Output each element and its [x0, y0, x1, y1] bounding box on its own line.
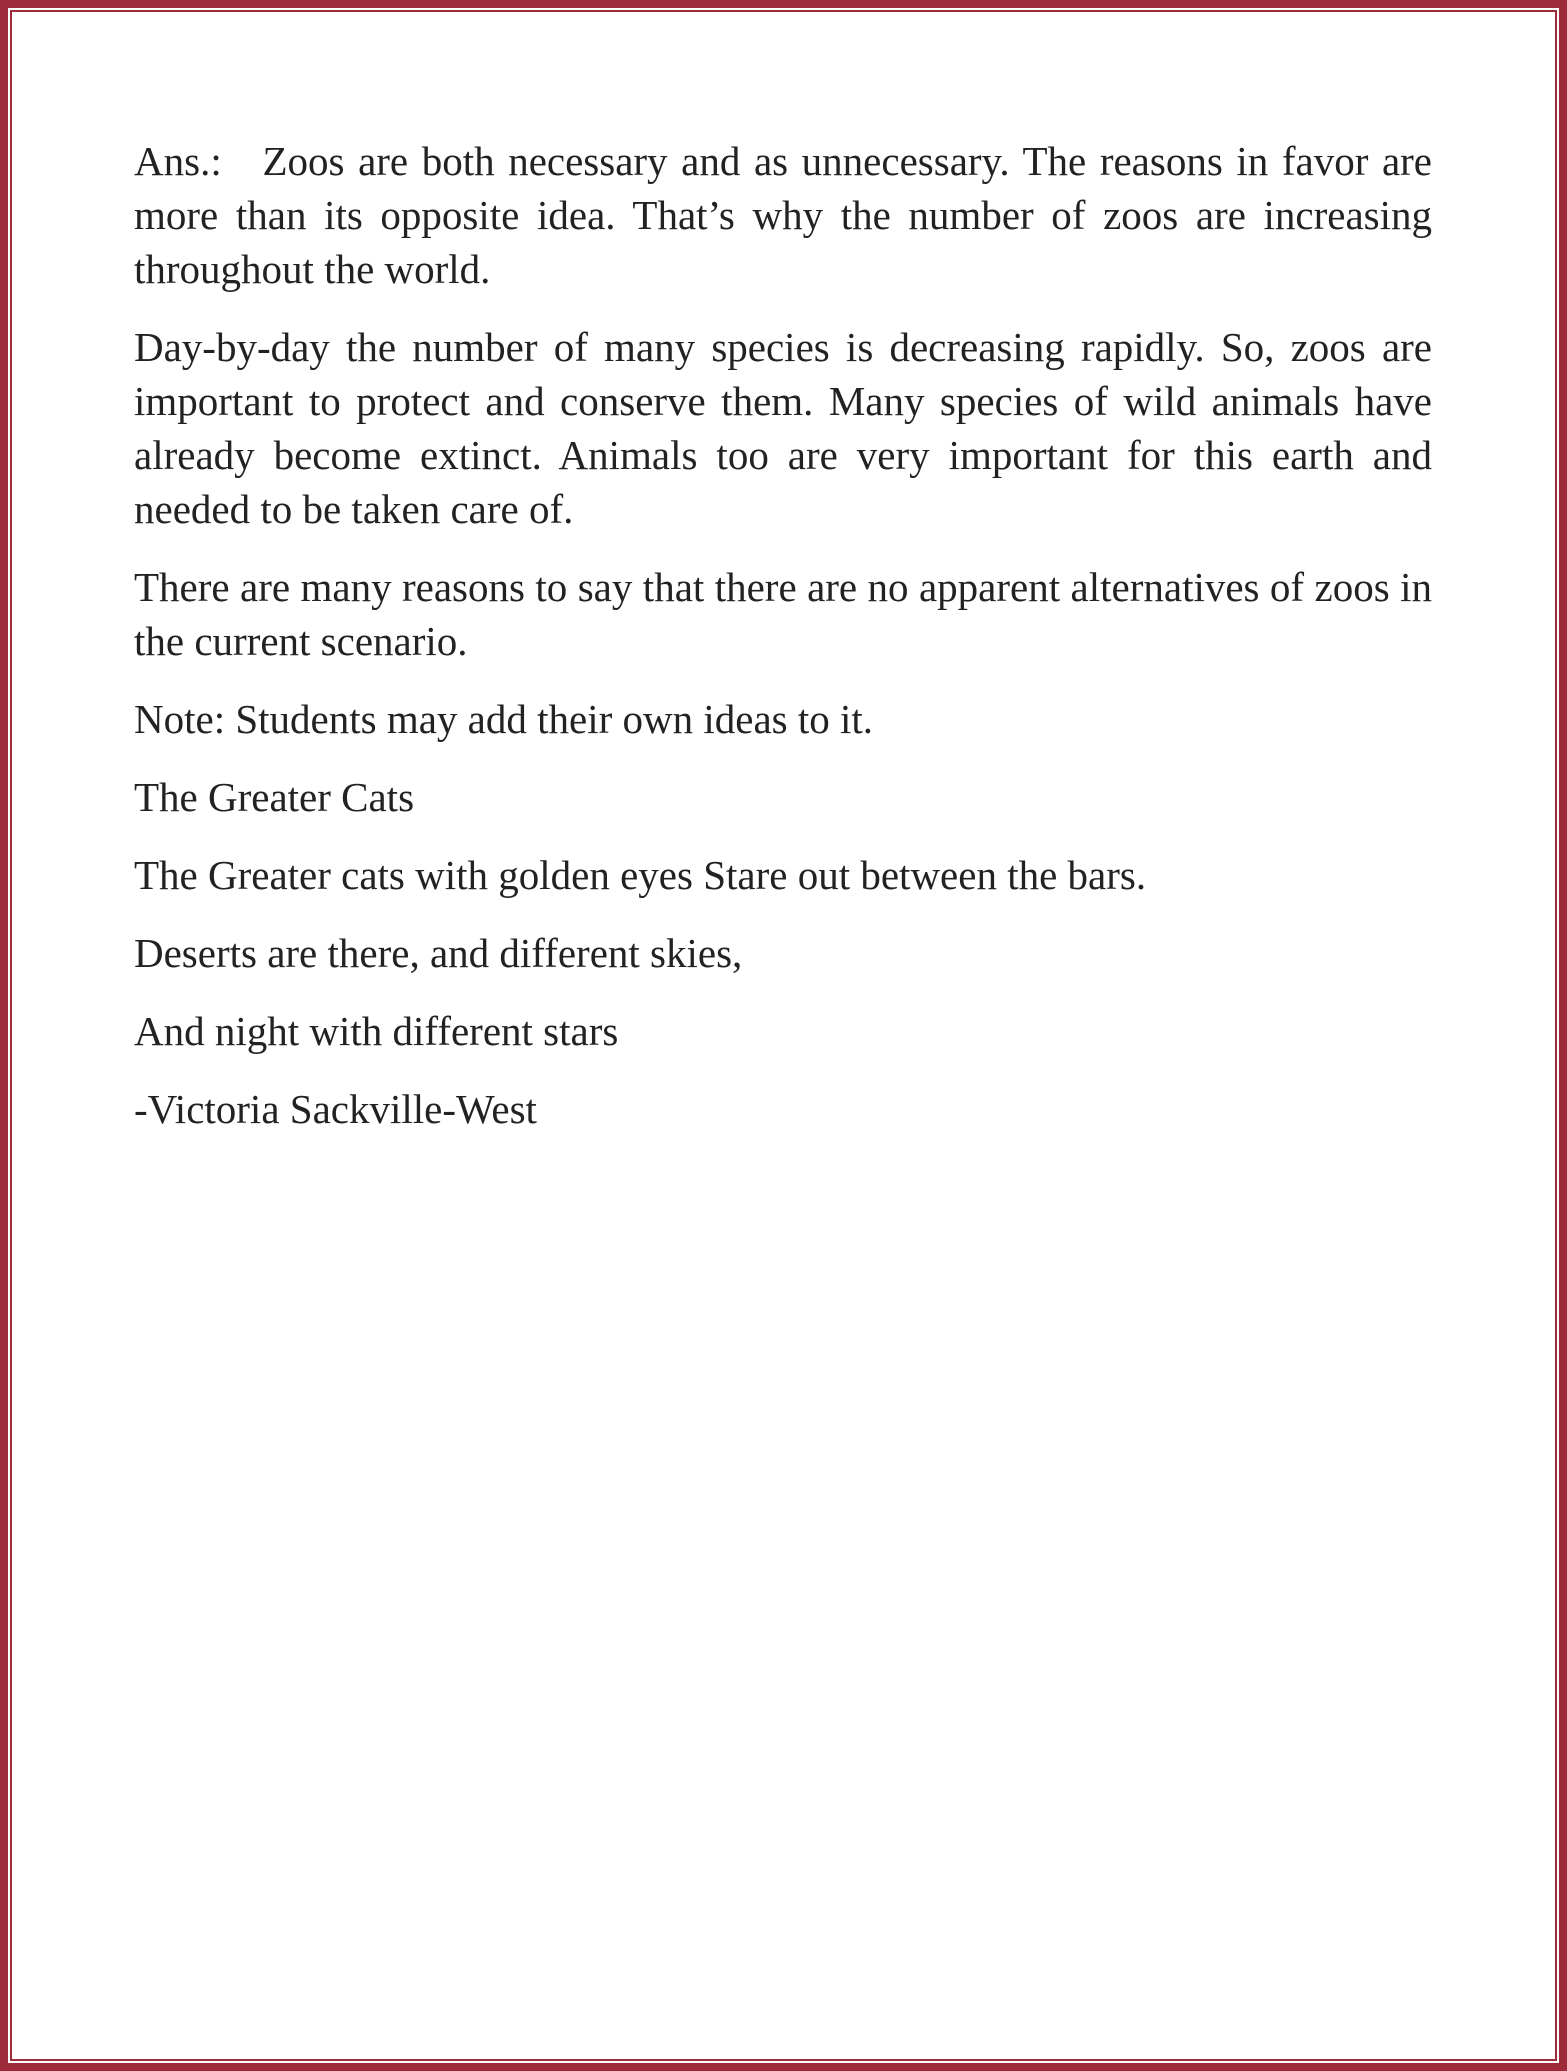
poem-author: -Victoria Sackville-West — [134, 1086, 537, 1132]
poem-line: And night with different stars — [134, 1008, 619, 1054]
poem-line: The Greater cats with golden eyes Stare out between the bars. — [134, 852, 1147, 898]
poem-title: The Greater Cats — [134, 774, 415, 820]
note-paragraph: Note: Students may add their own ideas to it. — [134, 696, 874, 742]
document-body — [134, 134, 1432, 1160]
species-paragraph: Day-by-day the number of many species is decreasing rapidly. So, zoos are important to protect and conserve them. Many species of wild animals have already become extinct. Animals too are very important for this earth and needed to be taken care of. — [134, 324, 1432, 532]
poem-line: Deserts are there, and different skies, — [134, 930, 743, 976]
alternatives-paragraph: There are many reasons to say that there are no apparent alternatives of zoos in the current scenario. — [134, 564, 1432, 664]
answer-paragraph: Ans.: Zoos are both necessary and as unnecessary. The reasons in favor are more than its opposite idea. That’s why the number of zoos are increasing throughout the world. — [134, 138, 1432, 292]
